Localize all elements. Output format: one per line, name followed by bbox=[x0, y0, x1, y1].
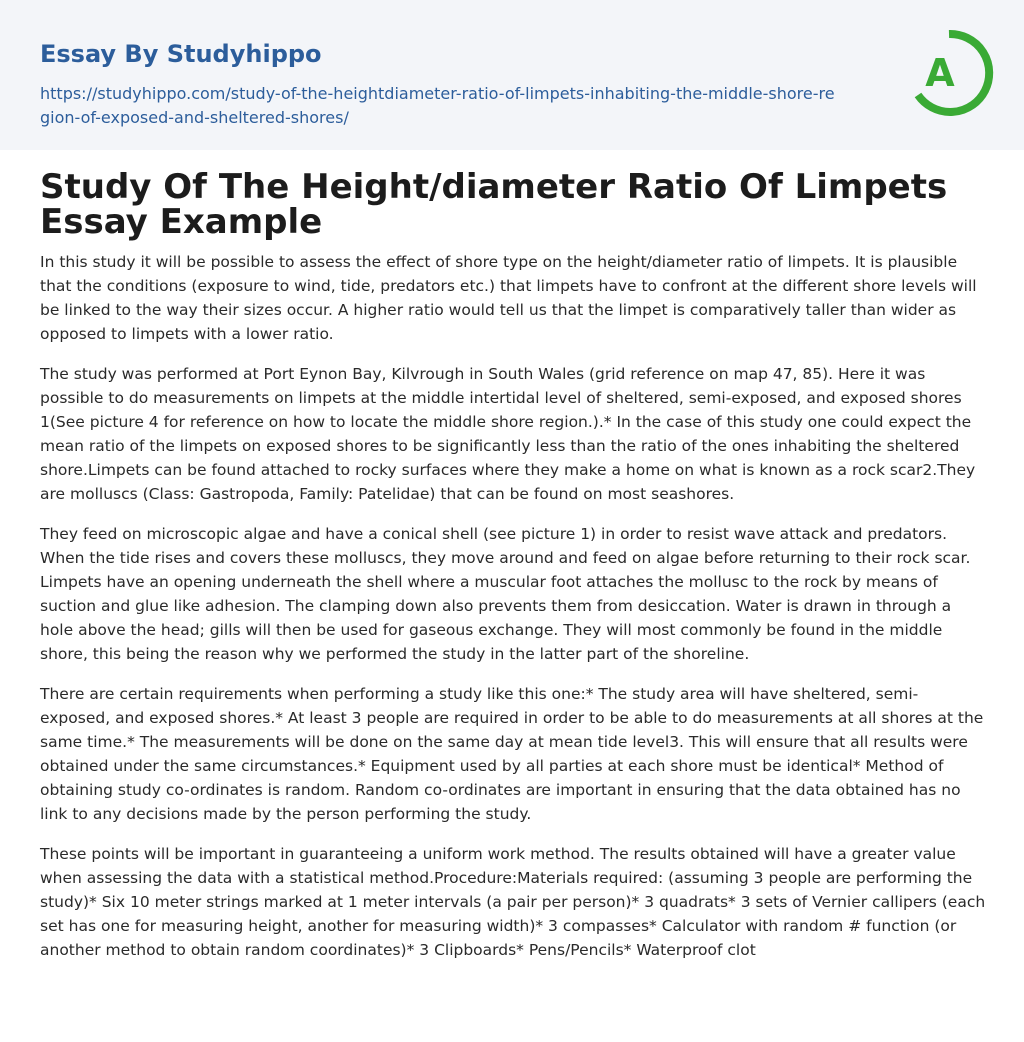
article-paragraph: They feed on microscopic algae and have a conical shell (see picture 1) in order to resist wave attack and predators. When the tide rises and covers these molluscs, they move around and feed on algae before returning to their rock scar. Limpets have an opening underneath the shell where a muscular foot attaches the mollusc to the rock by means of suction and glue like adhesion. The clamping down also prevents them from desiccation. Water is drawn in through a hole above the head; gills will then be used for gaseous exchange. They will most commonly be found in the middle shore, this being the reason why we performed the study in the latter part of the shoreline. bbox=[40, 525, 971, 663]
page-title: Study Of The Height/diameter Ratio Of Limpets Essay Example bbox=[40, 167, 948, 242]
source-url-link[interactable]: https://studyhippo.com/study-of-the-heightdiameter-ratio-of-limpets-inhabiting-the-middle-shore-region-of-exposed-and-sheltered-shores/ bbox=[40, 84, 835, 127]
article-paragraph: There are certain requirements when performing a study like this one:* The study area will have sheltered, semi-exposed, and exposed shores.* At least 3 people are required in order to be able to do measurements at all shores at the same time.* The measurements will be done on the same day at mean tide level3. This will ensure that all results were obtained under the same circumstances.* Equipment used by all parties at each shore must be identical* Method of obtaining study co-ordinates is random. Random co-ordinates are important in ensuring that the data obtained has no link to any decisions made by the person performing the study. bbox=[40, 685, 984, 823]
site-header bbox=[0, 0, 1024, 150]
logo-letter: A bbox=[925, 51, 955, 95]
article-paragraph: These points will be important in guaranteeing a uniform work method. The results obtained will have a greater value when assessing the data with a statistical method.Procedure:Materials required: (assuming 3 people are performing the study)* Six 10 meter strings marked at 1 meter intervals (a pair per person)* 3 quadrats* 3 sets of Vernier callipers (each set has one for measuring height, another for measuring width)* 3 compasses* Calculator with random # function (or another method to obtain random coordinates)* 3 Clipboards* Pens/Pencils* Waterproof clot bbox=[40, 845, 986, 959]
site-brand[interactable]: Essay By Studyhippo bbox=[40, 40, 322, 68]
studyhippo-logo[interactable] bbox=[904, 28, 994, 118]
article bbox=[40, 167, 986, 978]
article-paragraph: In this study it will be possible to assess the effect of shore type on the height/diameter ratio of limpets. It is plausible that the conditions (exposure to wind, tide, predators etc.) that limpets have to confront at the different shore levels will be linked to the way their sizes occur. A higher ratio would tell us that the limpet is comparatively taller than wider as opposed to limpets with a lower ratio. bbox=[40, 253, 977, 343]
article-paragraph: The study was performed at Port Eynon Bay, Kilvrough in South Wales (grid reference on map 47, 85). Here it was possible to do measurements on limpets at the middle intertidal level of sheltered, semi-exposed, and exposed shores 1(See picture 4 for reference on how to locate the middle shore region.).* In the case of this study one could expect the mean ratio of the limpets on exposed shores to be significantly less than the ratio of the ones inhabiting the sheltered shore.Limpets can be found attached to rocky surfaces where they make a home on what is known as a rock scar2.They are molluscs (Class: Gastropoda, Family: Patelidae) that can be found on most seashores. bbox=[40, 365, 976, 503]
